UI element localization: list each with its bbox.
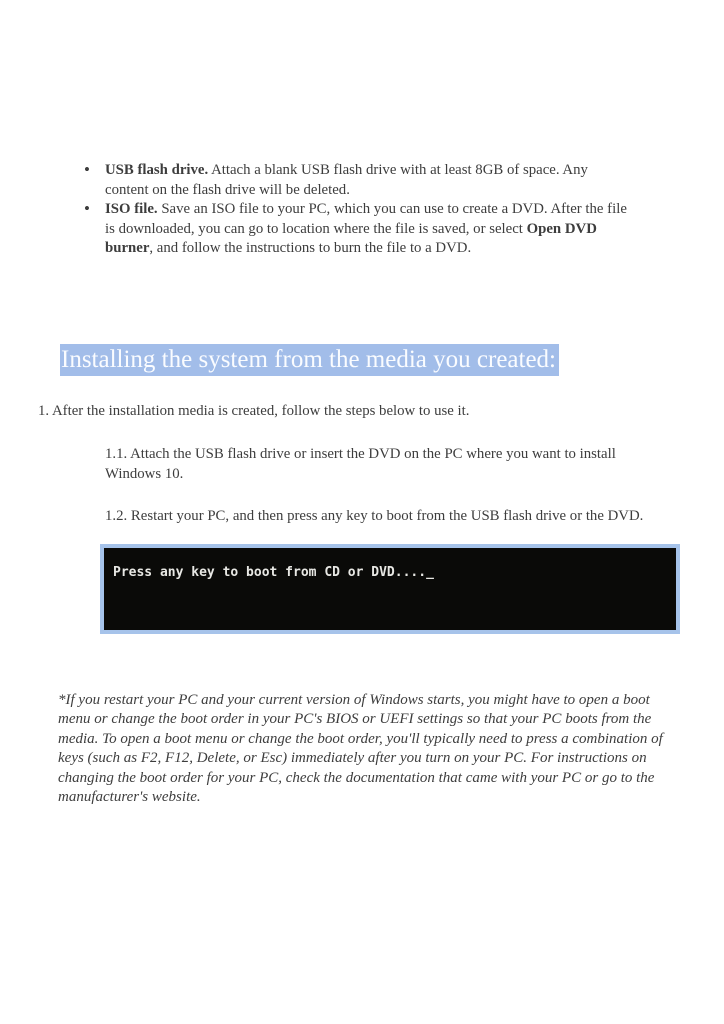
step-1-1: 1.1. Attach the USB flash drive or insert the DVD on the PC where you want to install Windows 10. (105, 446, 616, 482)
step-1: 1. After the installation media is created, follow the steps below to use it. (38, 402, 470, 419)
bullet-item-text: ISO file. Save an ISO file to your PC, which you can use to create a DVD. After the file is downloaded, you can go to location where the file is saved, or select Open DVD burner, and follow the instructions to burn the file to a DVD. (105, 201, 627, 256)
document-content (0, 161, 724, 808)
bullet-item-text: USB flash drive. Attach a blank USB flash drive with at least 8GB of space. Any content on the flash drive will be deleted. (105, 162, 588, 198)
boot-screen-image[interactable] (100, 544, 680, 634)
highlighted-heading-text: Installing the system from the media you created: (60, 344, 559, 376)
footnote-paragraph: *If you restart your PC and your current version of Windows starts, you might have to open a boot menu or change the boot order in your PC's BIOS or UEFI settings so that your PC boots from the media. To open a boot menu or change the boot order, you'll typically need to press a combination of keys (such as F2, F12, Delete, or Esc) immediately after you turn on your PC. For instructions on changing the boot order for your PC, check the documentation that came with your PC or go to the manufacturer's website. (58, 691, 663, 806)
section-heading (60, 345, 664, 375)
text-cursor-underscore: _ (426, 564, 434, 580)
bullet-item-usb-flash-drive (105, 161, 627, 200)
step-1-2: 1.2. Restart your PC, and then press any key to boot from the USB flash drive or the DVD. (105, 508, 644, 524)
console-text: Press any key to boot from CD or DVD.... (113, 564, 427, 580)
console-screen (104, 548, 676, 580)
bullet-list (60, 161, 627, 259)
bullet-item-iso-file (105, 200, 627, 259)
